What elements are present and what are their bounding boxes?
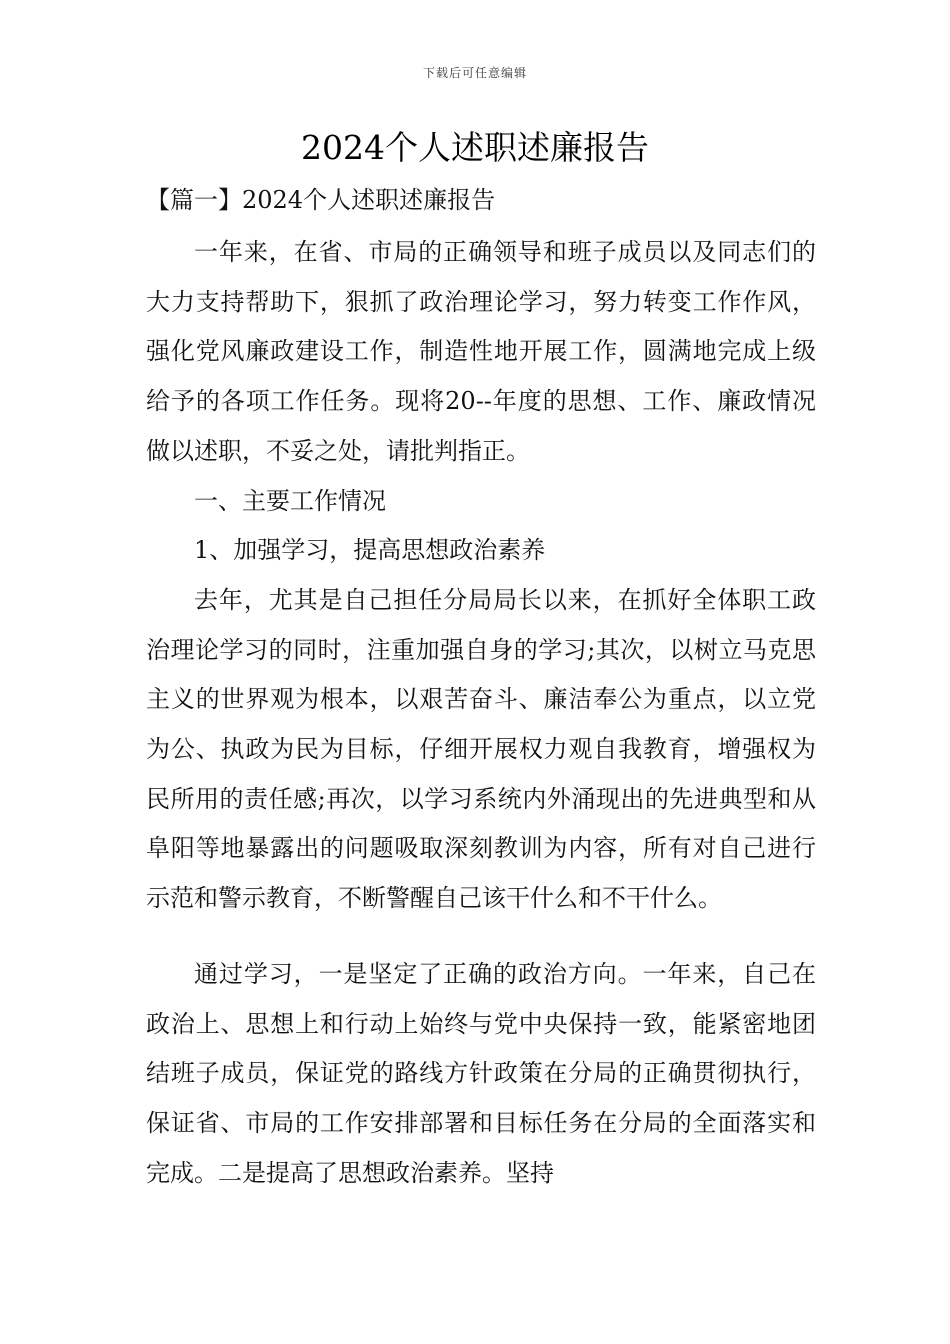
section-heading: 【篇一】2024个人述职述廉报告 <box>146 186 496 214</box>
paragraph-results: 通过学习，一是坚定了正确的政治方向。一年来，自己在政治上、思想上和行动上始终与党中央保持一致，能紧密地团结班子成员，保证党的路线方针政策在分局的正确贯彻执行，保证省、市局的工作安排部署和目标任务在分局的全面落实和完成。二是提高了思想政治素养。坚持 <box>146 959 816 1187</box>
document-body <box>146 228 816 1198</box>
paragraph-study: 去年，尤其是自己担任分局局长以来，在抓好全体职工政治理论学习的同时，注重加强自身的学习;其次，以树立马克思主义的世界观为根本，以艰苦奋斗、廉洁奉公为重点，以立党为公、执政为民为目标，仔细开展权力观自我教育，增强权为民所用的责任感;再次，以学习系统内外涌现出的先进典型和从阜阳等地暴露出的问题吸取深刻教训为内容，所有对自己进行示范和警示教育，不断警醒自己该干什么和不干什么。 <box>146 585 816 913</box>
subheading-study: 1、加强学习，提高思想政治素养 <box>194 536 546 565</box>
heading-main-work: 一、主要工作情况 <box>194 486 386 515</box>
header-note: 下载后可任意编辑 <box>422 66 527 80</box>
paragraph-intro: 一年来，在省、市局的正确领导和班子成员以及同志们的大力支持帮助下，狠抓了政治理论学习，努力转变工作作风，强化党风廉政建设工作，制造性地开展工作，圆满地完成上级给予的各项工作任务。现将20--年度的思想、工作、廉政情况做以述职，不妥之处，请批判指正。 <box>146 238 816 465</box>
document-title: 2024个人述职述廉报告 <box>301 128 649 167</box>
